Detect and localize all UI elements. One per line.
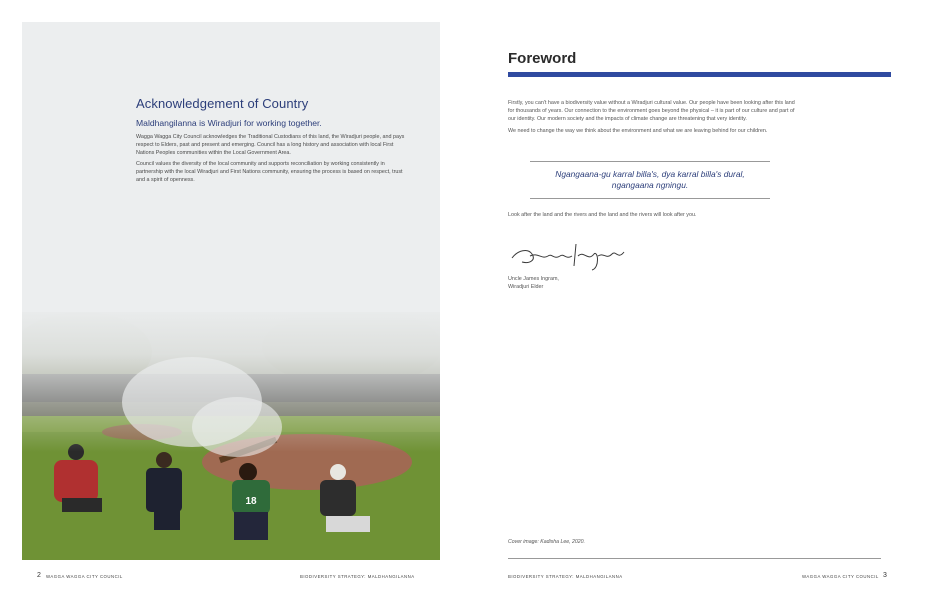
signature-image [508,238,638,277]
acknowledgement-subheading: Maldhangilanna is Wiradjuri for working together. [136,118,322,128]
foreword-body [508,99,796,139]
footer-doc-title-right: BIODIVERSITY STRATEGY: MALDHANGILANNA [508,574,623,579]
footer-org-left: WAGGA WAGGA CITY COUNCIL [46,574,123,579]
cover-image-credit: Cover image: Kadisha Lee, 2020. [508,539,585,545]
photo-fade-overlay [22,302,440,452]
footer-rule [508,558,881,559]
quote-line: Ngangaana-gu karral billa's, dya karral billa's dural, [555,169,745,179]
jersey-number: 18 [245,496,257,507]
footer-org-right: WAGGA WAGGA CITY COUNCIL [802,574,879,579]
page-number-right: 3 [883,572,887,579]
signer-block [508,276,559,292]
wiradjuri-quote [530,169,770,192]
footer-doc-title-left: BIODIVERSITY STRATEGY: MALDHANGILANNA [300,574,415,579]
acknowledgement-panel [22,22,440,560]
quote-rule-top [530,161,770,162]
acknowledgement-heading: Acknowledgement of Country [136,96,309,111]
quote-translation: Look after the land and the rivers and the land and the rivers will look after you. [508,212,697,218]
foreword-accent-bar [508,72,891,77]
foreword-title: Foreword [508,50,577,67]
quote-line: ngangaana ngningu. [611,180,689,191]
acknowledgement-block [136,96,411,189]
signer-name: Uncle James Ingram, [508,276,559,282]
quote-rule-bottom [530,198,770,199]
acknowledgement-paragraph: Wagga Wagga City Council acknowledges the Traditional Custodians of this land, the Wiradjuri people, and pays respect to Elders, past and present and emerging. Council has a long history and association with local First Nations Peoples communities within the Local Government Area. [136,134,405,156]
page-number-left: 2 [37,572,41,579]
foreword-paragraph: We need to change the way we think about the environment and what we are leaving behind for our children. [508,128,768,135]
acknowledgement-paragraph: Council values the diversity of the local community and supports reconciliation by working consistently in partnership with the local Wiradjuri and First Nations community, ensuring the process is based on respect, trust and a spirit of openness. [136,161,403,184]
foreword-paragraph: Firstly, you can't have a biodiversity value without a Wiradjuri cultural value. Our people have been looking after this land for thousands of years. Our connection to the environment goes beyond the physical – it is part of our culture and part of our identity. Our modern society and the impacts of climate change are threatening that very identity. [508,100,795,123]
signer-role: Wiradjuri Elder [508,283,544,290]
